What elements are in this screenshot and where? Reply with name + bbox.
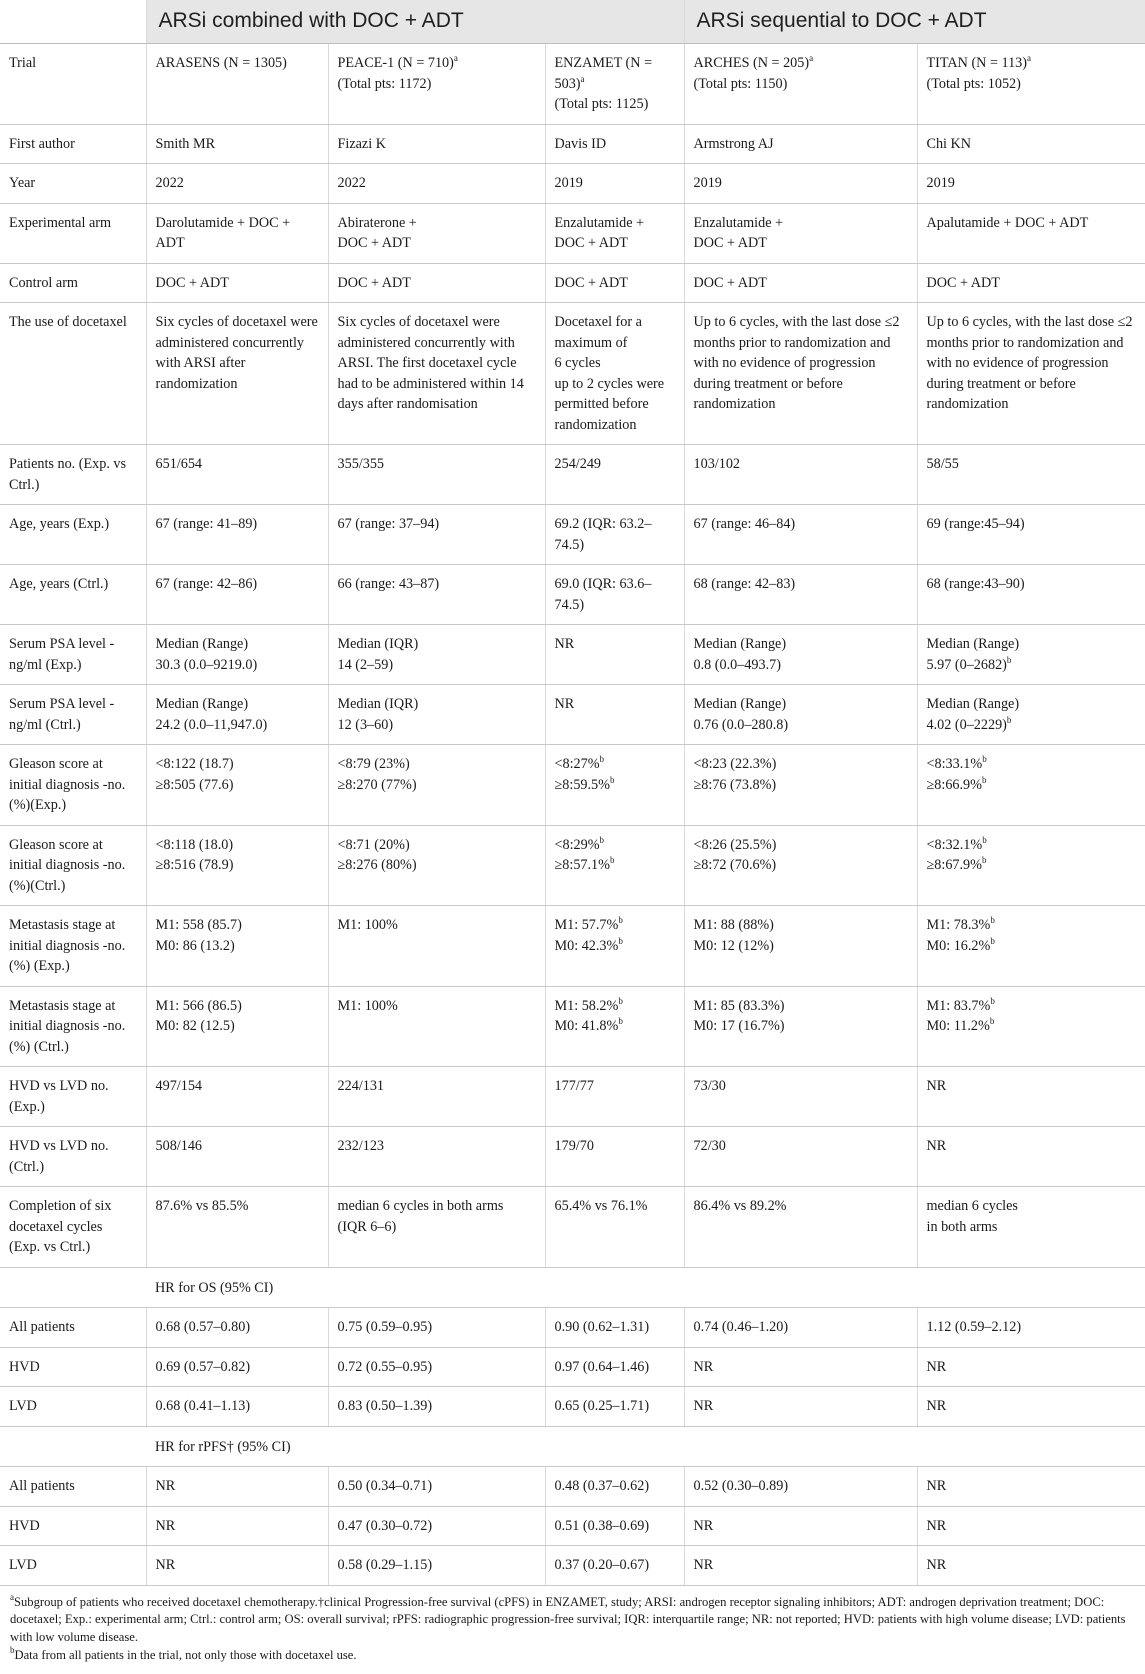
cell-arches: 0.74 (0.46–1.20): [684, 1308, 917, 1348]
row-label: Trial: [0, 44, 146, 125]
cell-peace1: Abiraterone + DOC + ADT: [328, 203, 545, 263]
cell-arches: <8:26 (25.5%) ≥8:72 (70.6%): [684, 825, 917, 906]
cell-arasens: 2022: [146, 164, 328, 204]
cell-arasens: Median (Range) 30.3 (0.0–9219.0): [146, 625, 328, 685]
cell-enzamet: M1: 58.2%$^b$ M0: 41.8%$^b$: [545, 986, 684, 1067]
cell-titan: M1: 78.3%$^b$ M0: 16.2%$^b$: [917, 906, 1145, 987]
cell-arches: 67 (range: 46–84): [684, 505, 917, 565]
table-row: [0, 1546, 1145, 1586]
cell-titan: NR: [917, 1506, 1145, 1546]
table-row: [0, 1127, 1145, 1187]
cell-enzamet: 69.0 (IQR: 63.6–74.5): [545, 565, 684, 625]
cell-peace1: Six cycles of docetaxel were administered concurrently with ARSI. The first docetaxel cycle had to be administered within 14 days after randomisation: [328, 303, 545, 445]
cell-arasens: 0.69 (0.57–0.82): [146, 1347, 328, 1387]
table-row: [0, 203, 1145, 263]
cell-enzamet: 177/77: [545, 1067, 684, 1127]
cell-peace1: 0.75 (0.59–0.95): [328, 1308, 545, 1348]
cell-arasens: <8:122 (18.7) ≥8:505 (77.6): [146, 745, 328, 826]
row-label: Gleason score at initial diagnosis -no. (%)(Exp.): [0, 745, 146, 826]
footnotes: [10, 1591, 1135, 1666]
cell-arasens: NR: [146, 1506, 328, 1546]
cell-arasens: ARASENS (N = 1305): [146, 44, 328, 125]
section-title: HR for rPFS† (95% CI): [146, 1426, 1145, 1467]
table-row: [0, 986, 1145, 1067]
cell-arches: 103/102: [684, 445, 917, 505]
cell-arches: Enzalutamide + DOC + ADT: [684, 203, 917, 263]
cell-titan: Up to 6 cycles, with the last dose ≤2 months prior to randomization and with no evidence of progression during treatment or before randomization: [917, 303, 1145, 445]
cell-enzamet: 69.2 (IQR: 63.2–74.5): [545, 505, 684, 565]
table-row: [0, 445, 1145, 505]
table-row: [0, 1067, 1145, 1127]
cell-enzamet: Enzalutamide + DOC + ADT: [545, 203, 684, 263]
cell-peace1: 0.58 (0.29–1.15): [328, 1546, 545, 1586]
table-row: [0, 625, 1145, 685]
cell-arches: Armstrong AJ: [684, 124, 917, 164]
row-label: Year: [0, 164, 146, 204]
cell-titan: NR: [917, 1127, 1145, 1187]
row-label: First author: [0, 124, 146, 164]
cell-arches: Median (Range) 0.76 (0.0–280.8): [684, 685, 917, 745]
cell-titan: NR: [917, 1067, 1145, 1127]
cell-arasens: 0.68 (0.41–1.13): [146, 1387, 328, 1427]
section-blank-cell: [0, 1267, 146, 1308]
header-blank-cell: [0, 0, 146, 44]
row-label: Patients no. (Exp. vs Ctrl.): [0, 445, 146, 505]
cell-arasens: M1: 566 (86.5) M0: 82 (12.5): [146, 986, 328, 1067]
cell-enzamet: Davis ID: [545, 124, 684, 164]
cell-titan: NR: [917, 1387, 1145, 1427]
cell-peace1: <8:79 (23%) ≥8:270 (77%): [328, 745, 545, 826]
cell-enzamet: 65.4% vs 76.1%: [545, 1187, 684, 1268]
cell-peace1: M1: 100%: [328, 986, 545, 1067]
table-row: [0, 825, 1145, 906]
group-header-combined: ARSi combined with DOC + ADT: [146, 0, 684, 44]
cell-peace1: 355/355: [328, 445, 545, 505]
cell-titan: Apalutamide + DOC + ADT: [917, 203, 1145, 263]
table-row: [0, 1506, 1145, 1546]
cell-titan: M1: 83.7%$^b$ M0: 11.2%$^b$: [917, 986, 1145, 1067]
cell-arasens: Darolutamide + DOC + ADT: [146, 203, 328, 263]
cell-enzamet: Docetaxel for a maximum of 6 cycles up to 2 cycles were permitted before randomization: [545, 303, 684, 445]
cell-enzamet: <8:27%$^b$ ≥8:59.5%$^b$: [545, 745, 684, 826]
cell-enzamet: <8:29%$^b$ ≥8:57.1%$^b$: [545, 825, 684, 906]
cell-peace1: M1: 100%: [328, 906, 545, 987]
cell-titan: 1.12 (0.59–2.12): [917, 1308, 1145, 1348]
cell-titan: NR: [917, 1467, 1145, 1507]
cell-titan: TITAN (N = 113)$^a$ (Total pts: 1052): [917, 44, 1145, 125]
cell-arches: 72/30: [684, 1127, 917, 1187]
cell-titan: 68 (range:43–90): [917, 565, 1145, 625]
cell-arches: NR: [684, 1347, 917, 1387]
footnote-a: $^a$Subgroup of patients who received docetaxel chemotherapy.†clinical Progression-free survival (cPFS) in ENZAMET, study; ARSI: androgen receptor signaling inhibitors; ADT: androgen deprivation treatment; DOC: docetaxel; Exp.: experimental arm; Ctrl.: control arm; OS: overall survival; rPFS: radiographic progression-free survival; IQR: interquartile range; NR: not reported; HVD: patients with high volume disease; LVD: patients with low volume disease.: [10, 1591, 1126, 1644]
cell-arasens: NR: [146, 1546, 328, 1586]
cell-arches: M1: 88 (88%) M0: 12 (12%): [684, 906, 917, 987]
cell-enzamet: NR: [545, 625, 684, 685]
table-row: [0, 263, 1145, 303]
cell-titan: Median (Range) 5.97 $(0-2682)^b$: [917, 625, 1145, 685]
cell-peace1: 0.47 (0.30–0.72): [328, 1506, 545, 1546]
row-label: Experimental arm: [0, 203, 146, 263]
cell-arasens: 67 (range: 42–86): [146, 565, 328, 625]
section-header-row: [0, 1267, 1145, 1308]
cell-titan: Median (Range) 4.02 $(0-2229)^b$: [917, 685, 1145, 745]
cell-titan: DOC + ADT: [917, 263, 1145, 303]
cell-arches: 73/30: [684, 1067, 917, 1127]
row-label: HVD vs LVD no. (Ctrl.): [0, 1127, 146, 1187]
group-header-row: [0, 0, 1145, 44]
cell-arasens: Median (Range) 24.2 (0.0–11,947.0): [146, 685, 328, 745]
footnote-b: $^b$Data from all patients in the trial, not only those with docetaxel use.: [10, 1645, 357, 1662]
row-label: LVD: [0, 1387, 146, 1427]
table-row: [0, 1187, 1145, 1268]
cell-peace1: Fizazi K: [328, 124, 545, 164]
cell-enzamet: M1: 57.7%$^b$ M0: 42.3%$^b$: [545, 906, 684, 987]
table-row: [0, 1387, 1145, 1427]
table-row: [0, 505, 1145, 565]
cell-arches: 2019: [684, 164, 917, 204]
table-row: [0, 1467, 1145, 1507]
cell-arches: ARCHES (N = 205)$^a$ (Total pts: 1150): [684, 44, 917, 125]
cell-enzamet: DOC + ADT: [545, 263, 684, 303]
cell-arches: <8:23 (22.3%) ≥8:76 (73.8%): [684, 745, 917, 826]
cell-enzamet: 2019: [545, 164, 684, 204]
cell-peace1: 67 (range: 37–94): [328, 505, 545, 565]
cell-peace1: 232/123: [328, 1127, 545, 1187]
row-label: Age, years (Exp.): [0, 505, 146, 565]
cell-titan: NR: [917, 1347, 1145, 1387]
row-label: Metastasis stage at initial diagnosis -no. (%) (Exp.): [0, 906, 146, 987]
cell-enzamet: 0.48 (0.37–0.62): [545, 1467, 684, 1507]
cell-enzamet: 0.90 (0.62–1.31): [545, 1308, 684, 1348]
cell-peace1: 224/131: [328, 1067, 545, 1127]
row-label: All patients: [0, 1467, 146, 1507]
cell-arasens: Smith MR: [146, 124, 328, 164]
table-row: [0, 906, 1145, 987]
table-row: [0, 303, 1145, 445]
cell-titan: <8:32.1%$^b$ ≥8:67.9%$^b$: [917, 825, 1145, 906]
row-label: The use of docetaxel: [0, 303, 146, 445]
cell-enzamet: 0.65 (0.25–1.71): [545, 1387, 684, 1427]
row-label: HVD: [0, 1347, 146, 1387]
cell-peace1: median 6 cycles in both arms (IQR 6–6): [328, 1187, 545, 1268]
cell-arches: DOC + ADT: [684, 263, 917, 303]
cell-arasens: 87.6% vs 85.5%: [146, 1187, 328, 1268]
table-row: [0, 44, 1145, 125]
row-label: Completion of six docetaxel cycles (Exp. vs Ctrl.): [0, 1187, 146, 1268]
table-row: [0, 565, 1145, 625]
cell-arasens: NR: [146, 1467, 328, 1507]
cell-arasens: Six cycles of docetaxel were administered concurrently with ARSI after randomization: [146, 303, 328, 445]
cell-enzamet: 179/70: [545, 1127, 684, 1187]
row-label: HVD vs LVD no. (Exp.): [0, 1067, 146, 1127]
table-row: [0, 1308, 1145, 1348]
table-row: [0, 685, 1145, 745]
row-label: Metastasis stage at initial diagnosis -no. (%) (Ctrl.): [0, 986, 146, 1067]
cell-titan: 69 (range:45–94): [917, 505, 1145, 565]
cell-enzamet: 0.51 (0.38–0.69): [545, 1506, 684, 1546]
row-label: Serum PSA level - ng/ml (Ctrl.): [0, 685, 146, 745]
table-row: [0, 745, 1145, 826]
cell-arasens: <8:118 (18.0) ≥8:516 (78.9): [146, 825, 328, 906]
cell-peace1: 2022: [328, 164, 545, 204]
row-label: LVD: [0, 1546, 146, 1586]
cell-arches: NR: [684, 1387, 917, 1427]
table-row: [0, 164, 1145, 204]
cell-titan: median 6 cycles in both arms: [917, 1187, 1145, 1268]
cell-arasens: DOC + ADT: [146, 263, 328, 303]
cell-arches: 0.52 (0.30–0.89): [684, 1467, 917, 1507]
cell-titan: 58/55: [917, 445, 1145, 505]
cell-enzamet: 254/249: [545, 445, 684, 505]
table-row: [0, 1347, 1145, 1387]
cell-peace1: Median (IQR) 14 (2–59): [328, 625, 545, 685]
cell-arasens: 497/154: [146, 1067, 328, 1127]
section-header-row: [0, 1426, 1145, 1467]
cell-arches: Up to 6 cycles, with the last dose ≤2 months prior to randomization and with no evidence of progression during treatment or before randomization: [684, 303, 917, 445]
cell-arasens: M1: 558 (85.7) M0: 86 (13.2): [146, 906, 328, 987]
cell-enzamet: ENZAMET (N = 503)$^a$ (Total pts: 1125): [545, 44, 684, 125]
cell-arasens: 0.68 (0.57–0.80): [146, 1308, 328, 1348]
cell-peace1: 0.83 (0.50–1.39): [328, 1387, 545, 1427]
cell-peace1: DOC + ADT: [328, 263, 545, 303]
table-body: [0, 44, 1145, 1586]
cell-enzamet: 0.97 (0.64–1.46): [545, 1347, 684, 1387]
cell-arches: Median (Range) 0.8 (0.0–493.7): [684, 625, 917, 685]
cell-enzamet: NR: [545, 685, 684, 745]
table-row: [0, 124, 1145, 164]
cell-titan: NR: [917, 1546, 1145, 1586]
section-title: HR for OS (95% CI): [146, 1267, 1145, 1308]
cell-arasens: 651/654: [146, 445, 328, 505]
cell-titan: <8:33.1%$^b$ ≥8:66.9%$^b$: [917, 745, 1145, 826]
cell-peace1: 0.72 (0.55–0.95): [328, 1347, 545, 1387]
cell-peace1: 0.50 (0.34–0.71): [328, 1467, 545, 1507]
row-label: Age, years (Ctrl.): [0, 565, 146, 625]
cell-peace1: PEACE-1 (N = 710)$^a$ (Total pts: 1172): [328, 44, 545, 125]
cell-arasens: 508/146: [146, 1127, 328, 1187]
row-label: Gleason score at initial diagnosis -no. (%)(Ctrl.): [0, 825, 146, 906]
row-label: Control arm: [0, 263, 146, 303]
cell-arches: M1: 85 (83.3%) M0: 17 (16.7%): [684, 986, 917, 1067]
cell-arches: 68 (range: 42–83): [684, 565, 917, 625]
cell-titan: 2019: [917, 164, 1145, 204]
cell-arches: NR: [684, 1546, 917, 1586]
row-label: All patients: [0, 1308, 146, 1348]
cell-arasens: 67 (range: 41–89): [146, 505, 328, 565]
cell-arches: 86.4% vs 89.2%: [684, 1187, 917, 1268]
row-label: Serum PSA level - ng/ml (Exp.): [0, 625, 146, 685]
row-label: HVD: [0, 1506, 146, 1546]
cell-titan: Chi KN: [917, 124, 1145, 164]
cell-arches: NR: [684, 1506, 917, 1546]
cell-peace1: <8:71 (20%) ≥8:276 (80%): [328, 825, 545, 906]
section-blank-cell: [0, 1426, 146, 1467]
cell-peace1: Median (IQR) 12 (3–60): [328, 685, 545, 745]
cell-enzamet: 0.37 (0.20–0.67): [545, 1546, 684, 1586]
group-header-sequential: ARSi sequential to DOC + ADT: [684, 0, 1145, 44]
cell-peace1: 66 (range: 43–87): [328, 565, 545, 625]
